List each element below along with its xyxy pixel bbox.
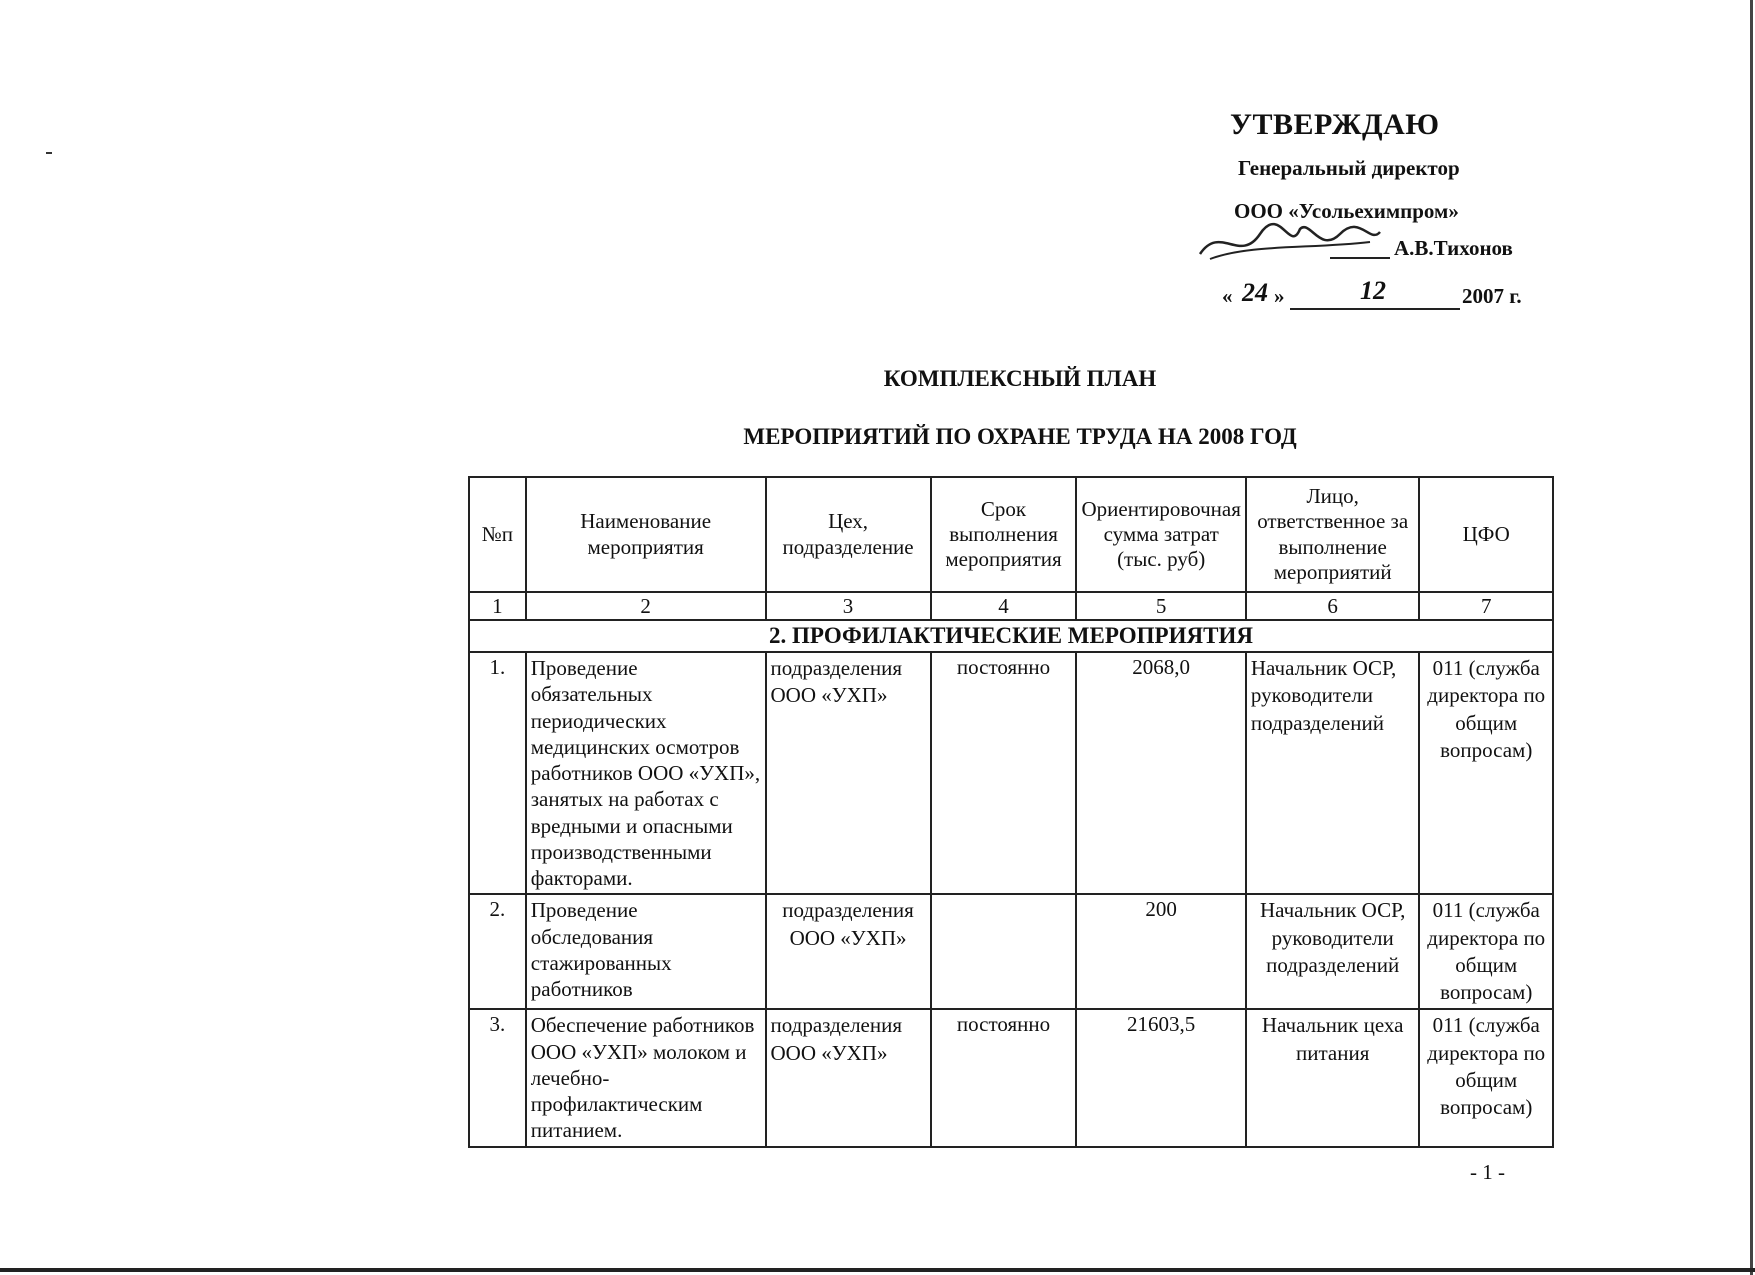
page-number: - 1 - xyxy=(1470,1160,1505,1184)
date-month-underline xyxy=(1290,308,1460,310)
row-dept: подразделения ООО «УХП» xyxy=(766,894,931,1009)
table-header-row xyxy=(469,477,1553,592)
row-cfo: 011 (служба директора по общим вопросам) xyxy=(1419,1009,1553,1146)
column-number: 7 xyxy=(1419,592,1553,620)
date-open-quote: « xyxy=(1222,284,1233,308)
row-num: 1. xyxy=(469,652,526,894)
section-row xyxy=(469,620,1553,652)
date-day: 24 xyxy=(1242,278,1268,307)
header-cfo: ЦФО xyxy=(1419,477,1553,592)
table-row xyxy=(469,1009,1553,1146)
row-term: постоянно xyxy=(931,1009,1077,1146)
row-num: 3. xyxy=(469,1009,526,1146)
approval-heading: УТВЕРЖДАЮ xyxy=(1230,108,1440,141)
row-num: 2. xyxy=(469,894,526,1009)
row-responsible: Начальник цеха питания xyxy=(1246,1009,1420,1146)
row-responsible: Начальник ОСР, руководители подразделений xyxy=(1246,894,1420,1009)
row-sum: 21603,5 xyxy=(1076,1009,1245,1146)
approver-name: А.В.Тихонов xyxy=(1394,236,1513,260)
approval-block xyxy=(1222,108,1660,320)
date-month: 12 xyxy=(1360,276,1386,305)
column-number: 5 xyxy=(1076,592,1245,620)
column-number-row xyxy=(469,592,1553,620)
signature-image xyxy=(1190,214,1390,274)
row-sum: 200 xyxy=(1076,894,1245,1009)
header-term: Срок выполнения мероприятия xyxy=(931,477,1077,592)
document-subtitle: МЕРОПРИЯТИЙ ПО ОХРАНЕ ТРУДА НА 2008 ГОД xyxy=(743,424,1297,449)
row-name: Проведение обязательных периодических медицинских осмотров работников ООО «УХП», занятых на работах с вредными и опасными производственными факторами. xyxy=(526,652,766,894)
measures-table xyxy=(468,476,1554,1148)
header-name: Наименование мероприятия xyxy=(526,477,766,592)
scan-speck xyxy=(46,152,52,154)
table-row xyxy=(469,652,1553,894)
row-responsible: Начальник ОСР, руководители подразделений xyxy=(1246,652,1420,894)
table-row xyxy=(469,894,1553,1009)
row-term: постоянно xyxy=(931,652,1077,894)
header-num: №п xyxy=(469,477,526,592)
row-sum: 2068,0 xyxy=(1076,652,1245,894)
column-number: 1 xyxy=(469,592,526,620)
section-title: 2. ПРОФИЛАКТИЧЕСКИЕ МЕРОПРИЯТИЯ xyxy=(469,620,1553,652)
date-year: 2007 г. xyxy=(1462,284,1522,308)
row-dept: подразделения ООО «УХП» xyxy=(766,652,931,894)
scan-bottom-edge xyxy=(0,1268,1755,1272)
row-cfo: 011 (служба директора по общим вопросам) xyxy=(1419,652,1553,894)
row-cfo: 011 (служба директора по общим вопросам) xyxy=(1419,894,1553,1009)
header-sum: Ориентировочная сумма затрат (тыс. руб) xyxy=(1076,477,1245,592)
column-number: 4 xyxy=(931,592,1077,620)
row-term xyxy=(931,894,1077,1009)
header-dept: Цех, подразделение xyxy=(766,477,931,592)
column-number: 2 xyxy=(526,592,766,620)
scan-edge-line xyxy=(1750,0,1753,1275)
row-name: Обеспечение работников ООО «УХП» молоком и лечебно-профилактическим питанием. xyxy=(526,1009,766,1146)
header-responsible: Лицо, ответственное за выполнение мероприятий xyxy=(1246,477,1420,592)
approval-date xyxy=(1222,276,1660,320)
column-number: 6 xyxy=(1246,592,1420,620)
approver-company: ООО «Усольехимпром» xyxy=(1234,199,1459,223)
document-title: КОМПЛЕКСНЫЙ ПЛАН xyxy=(883,366,1157,391)
row-dept: подразделения ООО «УХП» xyxy=(766,1009,931,1146)
approver-position: Генеральный директор xyxy=(1238,156,1460,180)
signature-line xyxy=(1230,236,1660,270)
date-close-quote: » xyxy=(1274,284,1285,308)
column-number: 3 xyxy=(766,592,931,620)
row-name: Проведение обследования стажированных работников xyxy=(526,894,766,1009)
